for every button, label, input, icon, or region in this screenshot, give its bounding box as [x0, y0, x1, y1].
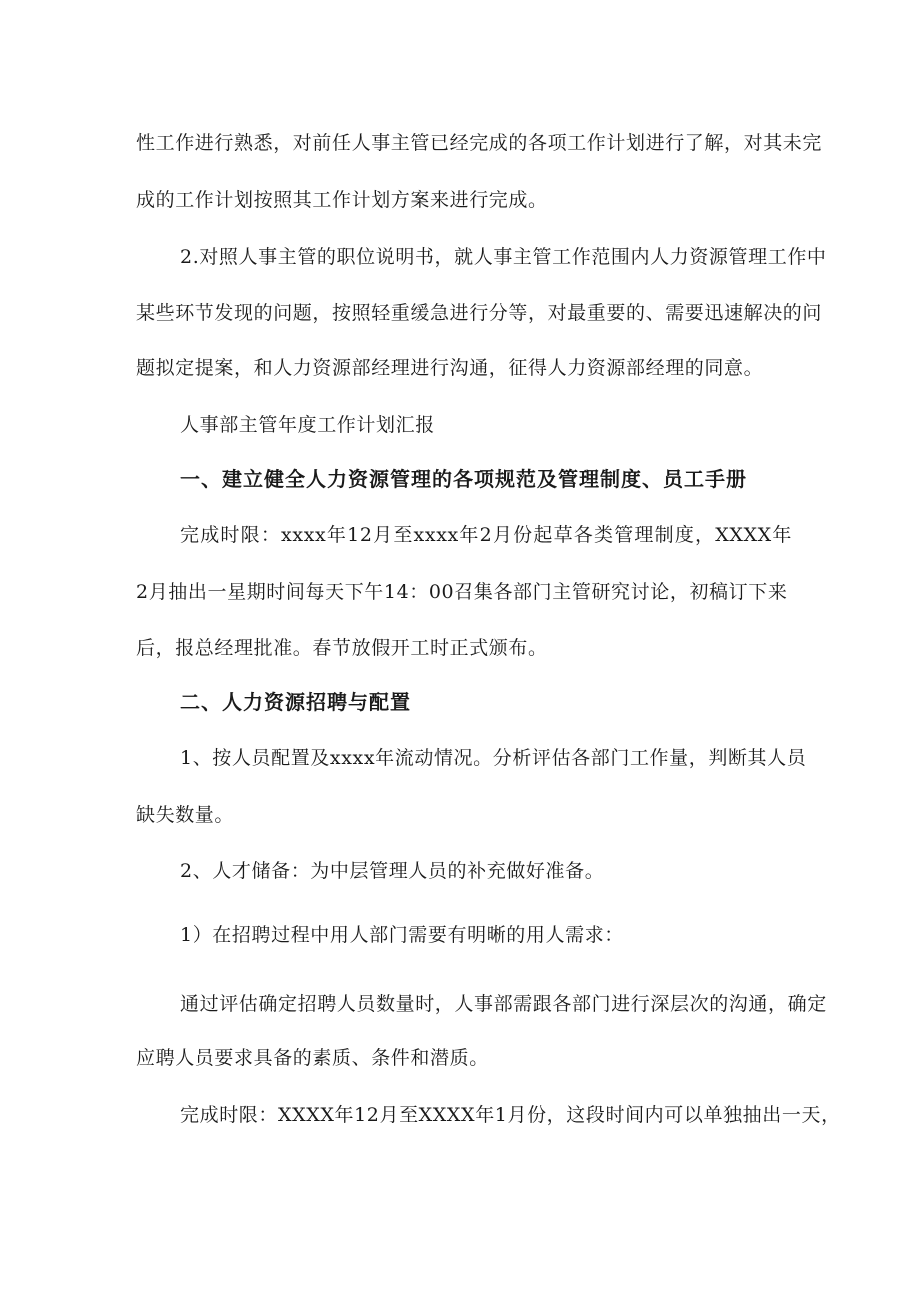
- paragraph-line: 2、人才储备：为中层管理人员的补充做好准备。: [180, 860, 605, 882]
- paragraph-line: 2.对照人事主管的职位说明书，就人事主管工作范围内人力资源管理工作中: [180, 246, 827, 268]
- paragraph-line: 缺失数量。: [136, 804, 235, 826]
- section-heading-2: 二、人力资源招聘与配置: [180, 690, 411, 714]
- paragraph-line: 性工作进行熟悉，对前任人事主管已经完成的各项工作计划进行了解，对其未完: [136, 132, 823, 154]
- paragraph-line: 完成时限：XXXX年12月至XXXX年1月份，这段时间内可以单独抽出一天，: [180, 1104, 841, 1126]
- paragraph-line: 1、按人员配置及xxxx年流动情况。分析评估各部门工作量，判断其人员: [180, 747, 807, 769]
- paragraph-line: 成的工作计划按照其工作计划方案来进行完成。: [136, 189, 548, 211]
- section-caption: 人事部主管年度工作计划汇报: [180, 414, 435, 436]
- section-heading-1: 一、建立健全人力资源管理的各项规范及管理制度、员工手册: [180, 467, 747, 491]
- paragraph-line: 某些环节发现的问题，按照轻重缓急进行分等，对最重要的、需要迅速解决的问: [136, 302, 823, 324]
- paragraph-line: 通过评估确定招聘人员数量时，人事部需跟各部门进行深层次的沟通，确定: [180, 993, 827, 1015]
- paragraph-line: 应聘人员要求具备的素质、条件和潜质。: [136, 1047, 489, 1069]
- paragraph-line: 完成时限：xxxx年12月至xxxx年2月份起草各类管理制度，XXXX年: [180, 524, 792, 546]
- paragraph-line: 1）在招聘过程中用人部门需要有明晰的用人需求：: [180, 924, 624, 946]
- paragraph-line: 后，报总经理批准。春节放假开工时正式颁布。: [136, 637, 548, 659]
- paragraph-line: 题拟定提案，和人力资源部经理进行沟通，征得人力资源部经理的同意。: [136, 357, 764, 379]
- paragraph-line: 2月抽出一星期时间每天下午14：00召集各部门主管研究讨论，初稿订下来: [136, 581, 788, 603]
